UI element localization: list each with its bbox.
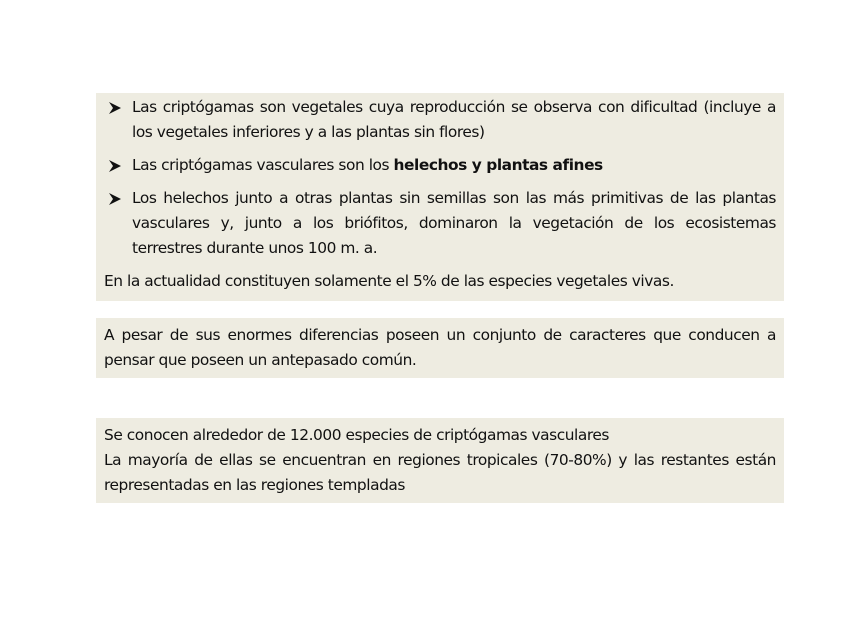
bullet-text: Las criptógamas son vegetales cuya reproducción se observa con dificultad (incluye a los vegetales inferiores y a las plantas sin flores) bbox=[132, 98, 776, 141]
arrowhead-bullet-icon bbox=[108, 101, 122, 115]
bullet-item bbox=[104, 186, 776, 261]
bullet-item bbox=[104, 153, 776, 178]
species-count-line: Se conocen alrededor de 12.000 especies de criptógamas vasculares bbox=[104, 426, 609, 444]
species-text-box bbox=[96, 418, 784, 503]
summary-paragraph: En la actualidad constituyen solamente el 5% de las especies vegetales vivas. bbox=[104, 272, 674, 290]
bullet-bold-text: helechos y plantas afines bbox=[393, 156, 603, 174]
arrowhead-bullet-icon bbox=[108, 159, 122, 173]
ancestor-text-box bbox=[96, 318, 784, 378]
bullet-item bbox=[104, 95, 776, 145]
ancestor-paragraph: A pesar de sus enormes diferencias poseen un conjunto de caracteres que conducen a pensar que poseen un antepasado común. bbox=[104, 326, 776, 369]
bullet-text: Los helechos junto a otras plantas sin semillas son las más primitivas de las plantas vasculares y, junto a los briófitos, dominaron la vegetación de los ecosistemas terrestres durante unos 100 m. a. bbox=[132, 189, 776, 257]
bullet-text: Las criptógamas vasculares son los bbox=[132, 156, 394, 174]
bullet-list bbox=[104, 95, 776, 261]
arrowhead-bullet-icon bbox=[108, 192, 122, 206]
distribution-paragraph: La mayoría de ellas se encuentran en regiones tropicales (70-80%) y las restantes están representadas en las regiones templadas bbox=[104, 451, 776, 494]
intro-text-box bbox=[96, 93, 784, 301]
